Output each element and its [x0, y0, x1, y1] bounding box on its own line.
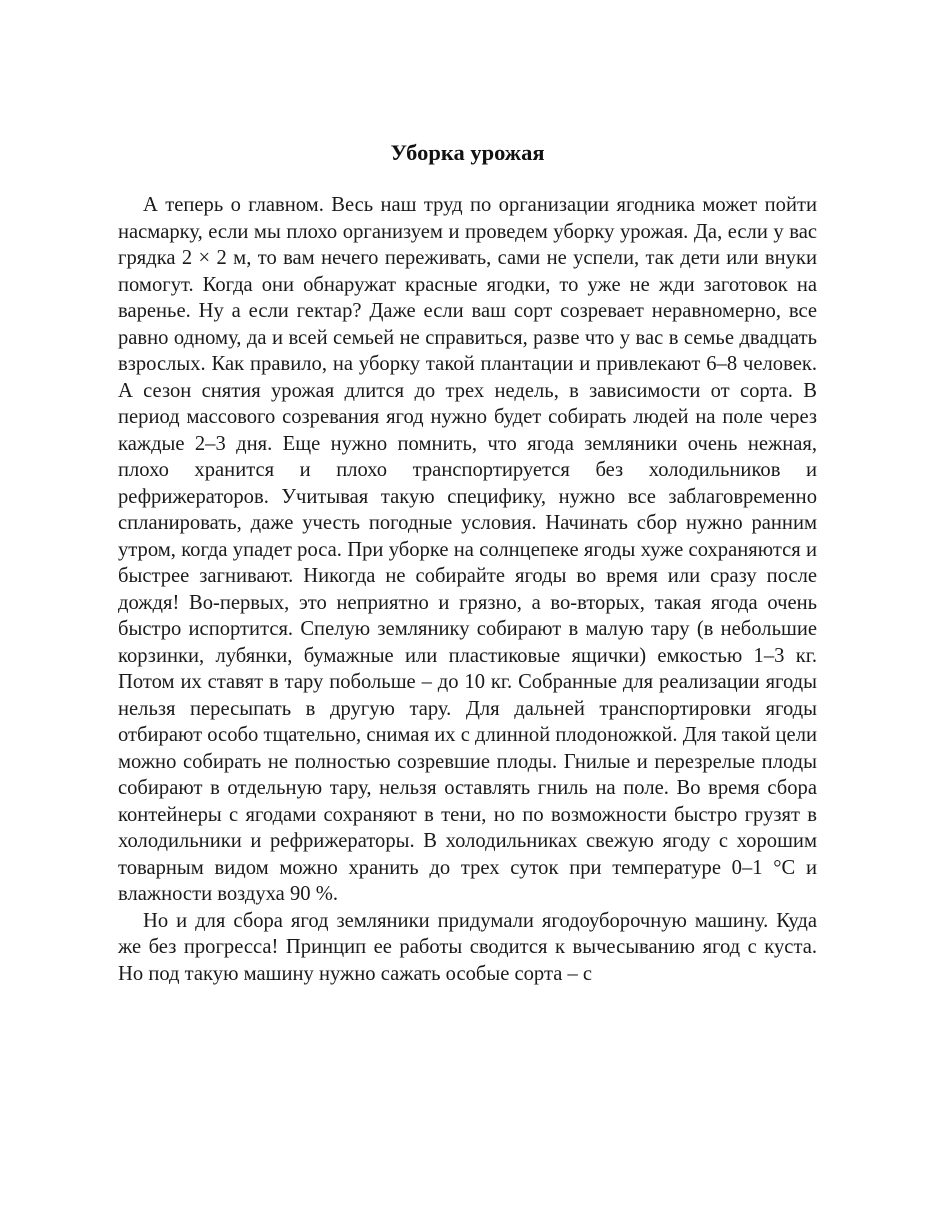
page-content — [118, 138, 817, 987]
page-title: Уборка урожая — [390, 140, 545, 165]
paragraph-harvesting-machine: Но и для сбора ягод земляники придумали ягодоуборочную машину. Куда же без прогресса! Принцип ее работы сводится к вычесыванию ягод с куста. Но под такую машину нужно сажать особые сорта – с — [118, 909, 817, 985]
paragraph-harvest-organization: А теперь о главном. Весь наш труд по организации ягодника может пойти насмарку, если мы плохо организуем и проведем уборку урожая. Да, если у вас грядка 2 × 2 м, то вам нечего переживать, сами не успели, так дети или внуки помогут. Когда они обнаружат красные ягодки, то уже не жди заготовок на варенье. Ну а если гектар? Даже если ваш сорт созревает неравномерно, все равно одному, да и всей семьей не справиться, разве что у вас в семье двадцать взрослых. Как правило, на уборку такой плантации и привлекают 6–8 человек. А сезон снятия урожая длится до трех недель, в зависимости от сорта. В период массового созревания ягод нужно будет собирать людей на поле через каждые 2–3 дня. Еще нужно помнить, что ягода земляники очень нежная, плохо хранится и плохо транспортируется без холодильников и рефрижераторов. Учитывая такую специфику, нужно все заблаговременно спланировать, даже учесть погодные условия. Начинать сбор нужно ранним утром, когда упадет роса. При уборке на солнцепеке ягоды хуже сохраняются и быстрее загнивают. Никогда не собирайте ягоды во время или сразу после дождя! Во-первых, это неприятно и грязно, а во-вторых, такая ягода очень быстро испортится. Спелую землянику собирают в малую тару (в небольшие корзинки, лубянки, бумажные или пластиковые ящички) емкостью 1–3 кг. Потом их ставят в тару побольше – до 10 кг. Собранные для реализации ягоды нельзя пересыпать в другую тару. Для дальней транспортировки ягоды отбирают особо тщательно, снимая их с длинной плодоножкой. Для такой цели можно собирать не полностью созревшие плоды. Гнилые и перезрелые плоды собирают в отдельную тару, нельзя оставлять гниль на поле. Во время сбора контейнеры с ягодами сохраняют в тени, но по возможности быстро грузят в холодильники и рефрижераторы. В холодильниках свежую ягоду с хорошим товарным видом можно хранить до трех суток при температуре 0–1 °С и влажности воздуха 90 %. — [118, 194, 817, 905]
